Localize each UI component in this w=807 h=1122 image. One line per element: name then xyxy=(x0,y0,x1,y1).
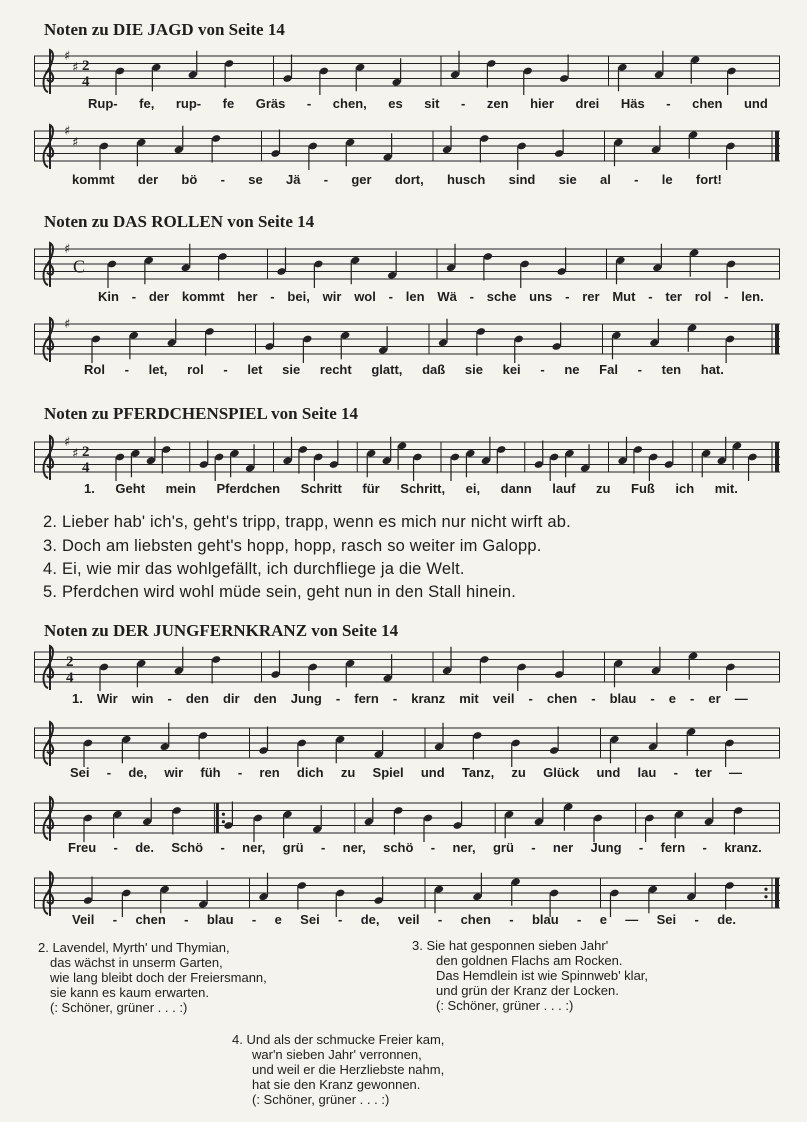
repeat-dot xyxy=(764,888,767,891)
lyric-syllable: - xyxy=(528,691,533,706)
lyric-syllable: zu xyxy=(511,765,526,780)
lyric-syllable: — xyxy=(625,912,639,927)
staff-jungfernkranz-3 xyxy=(34,799,780,835)
verse-jungfernkranz-3 xyxy=(412,938,648,1013)
lyric-syllable: let xyxy=(247,362,263,377)
treble-clef-icon xyxy=(44,722,54,766)
verse-line: wie lang bleibt doch der Freiersmann, xyxy=(50,970,267,985)
staff-svg xyxy=(34,242,780,289)
lyric-syllable: de. xyxy=(717,912,736,927)
lyric-syllable: - xyxy=(637,362,642,377)
lyric-syllable: - xyxy=(106,765,112,780)
verse-line: Das Hemdlein ist wie Spinnweb' klar, xyxy=(436,968,649,983)
sharp-icon: ♯ xyxy=(72,446,79,462)
lyric-syllable: mit. xyxy=(714,481,738,496)
lyric-syllable: dir xyxy=(222,691,240,706)
lyric-syllable: ne xyxy=(564,362,580,377)
lyric-syllable: und xyxy=(743,96,768,111)
lyrics-jungfernkranz-2 xyxy=(70,765,742,780)
lyric-syllable: den xyxy=(253,691,277,706)
lyric-syllable: blau xyxy=(609,691,637,706)
lyric-syllable: hat. xyxy=(700,362,724,377)
lyric-syllable: chen xyxy=(546,691,578,706)
lyric-syllable: ger xyxy=(351,172,372,187)
lyric-syllable: - xyxy=(167,691,172,706)
sharp-icon: ♯ xyxy=(64,124,71,139)
lyric-syllable: kommt xyxy=(181,289,225,304)
verse-line: (: Schöner, grüner . . . :) xyxy=(50,1000,188,1015)
lyric-syllable: - xyxy=(461,96,466,111)
lyric-syllable: Geht xyxy=(115,481,146,496)
lyric-syllable: - xyxy=(565,289,570,304)
verse-pferdchenspiel-3: 3. Doch am liebsten geht's hopp, hopp, rasch so weiter im Galopp. xyxy=(43,537,542,555)
lyric-syllable: husch xyxy=(447,172,486,187)
lyric-syllable: de, xyxy=(360,912,380,927)
lyric-syllable: - xyxy=(335,691,341,706)
lyric-syllable: Freu xyxy=(68,840,97,855)
sharp-icon: ♯ xyxy=(64,242,71,257)
lyric-syllable: Häs xyxy=(620,96,645,111)
lyric-syllable: Tanz, xyxy=(461,765,495,780)
lyric-syllable: Rup- xyxy=(88,96,118,111)
lyric-syllable: dann xyxy=(500,481,532,496)
lyric-syllable: - xyxy=(131,289,137,304)
verse-jungfernkranz-4 xyxy=(232,1032,444,1107)
lyric-syllable: de. xyxy=(135,840,154,855)
verse-line: 4. Und als der schmucke Freier kam, xyxy=(232,1032,445,1047)
lyric-syllable: 1. xyxy=(72,691,83,706)
lyric-syllable: wir xyxy=(322,289,342,304)
treble-clef-icon xyxy=(44,318,54,362)
lyrics-rollen-2 xyxy=(84,362,724,377)
time-signature-bottom: 4 xyxy=(82,74,90,90)
lyric-syllable: - xyxy=(577,912,582,927)
lyric-syllable: Mut xyxy=(612,289,636,304)
lyric-syllable: Gräs xyxy=(255,96,286,111)
lyric-syllable: - xyxy=(124,362,129,377)
lyric-syllable: fort! xyxy=(695,172,722,187)
treble-clef-icon xyxy=(44,646,54,690)
lyric-syllable: grü xyxy=(282,840,304,855)
lyric-syllable: ner xyxy=(552,840,574,855)
lyric-syllable: - xyxy=(184,912,189,927)
lyric-syllable: - xyxy=(220,172,225,187)
lyric-syllable: - xyxy=(650,691,655,706)
treble-clef-icon xyxy=(44,243,54,287)
lyric-syllable: - xyxy=(220,840,225,855)
lyric-syllable: - xyxy=(690,691,695,706)
lyric-syllable: Schö xyxy=(171,840,204,855)
staff-jagd-2 xyxy=(34,124,780,163)
lyrics-jungfernkranz-3 xyxy=(68,840,762,855)
lyric-syllable: ei, xyxy=(465,481,481,496)
staff-svg xyxy=(34,435,780,482)
lyric-syllable: daß xyxy=(422,362,446,377)
sharp-icon: ♯ xyxy=(64,317,71,332)
lyric-syllable: - xyxy=(388,289,393,304)
verse-line: hat sie den Kranz gewonnen. xyxy=(252,1077,421,1092)
song-title-rollen: Noten zu DAS ROLLEN von Seite 14 xyxy=(44,212,315,231)
lyric-syllable: kranz xyxy=(411,691,446,706)
lyric-syllable: - xyxy=(237,765,243,780)
sharp-icon: ♯ xyxy=(64,49,71,64)
lyric-syllable: chen xyxy=(692,96,723,111)
lyric-syllable: Glück xyxy=(543,765,580,780)
lyric-syllable: veil xyxy=(492,691,515,706)
verse-pferdchenspiel-5: 5. Pferdchen wird wohl müde sein, geht nun in den Stall hinein. xyxy=(43,583,517,601)
time-signature-top: 2 xyxy=(82,58,90,74)
time-signature-top: 2 xyxy=(82,444,90,460)
lyric-syllable: her xyxy=(237,289,258,304)
lyric-syllable: Rol xyxy=(84,362,105,377)
lyric-syllable: Pferdchen xyxy=(216,481,281,496)
lyric-syllable: Sei xyxy=(300,912,320,927)
song-title-jungfernkranz: Noten zu DER JUNGFERNKRANZ von Seite 14 xyxy=(44,621,399,640)
lyric-syllable: len. xyxy=(741,289,764,304)
lyric-syllable: sie xyxy=(464,362,483,377)
lyric-syllable: hier xyxy=(530,96,554,111)
staff-jagd-1 xyxy=(34,49,780,90)
lyric-syllable: den xyxy=(185,691,209,706)
lyric-syllable: - xyxy=(638,840,644,855)
lyric-syllable: e xyxy=(668,691,676,706)
lyric-syllable: len xyxy=(405,289,425,304)
lyric-syllable: - xyxy=(694,912,699,927)
staff-pferdchenspiel-1 xyxy=(34,435,780,476)
verse-line: (: Schöner, grüner . . . :) xyxy=(252,1092,390,1107)
lyric-syllable: - xyxy=(392,691,398,706)
staff-svg xyxy=(34,124,780,171)
lyric-syllable: - xyxy=(509,912,514,927)
lyric-syllable: Sei xyxy=(70,765,90,780)
lyric-syllable: - xyxy=(251,912,257,927)
lyric-syllable: zu xyxy=(340,765,356,780)
lyric-syllable: zen xyxy=(486,96,509,111)
repeat-dot xyxy=(222,820,225,823)
lyric-syllable: — xyxy=(734,691,748,706)
verse-line: 3. Sie hat gesponnen sieben Jahr' xyxy=(412,938,609,953)
lyric-syllable: ner, xyxy=(242,840,266,855)
lyric-syllable: kei xyxy=(502,362,521,377)
staff-rollen-2 xyxy=(34,317,780,356)
lyric-syllable: Fal xyxy=(599,362,618,377)
sharp-icon: ♯ xyxy=(64,435,71,450)
lyric-syllable: und xyxy=(596,765,621,780)
lyrics-jungfernkranz-4 xyxy=(72,912,736,927)
staff-jungfernkranz-1 xyxy=(34,648,780,684)
lyric-syllable: wir xyxy=(164,765,184,780)
lyric-syllable: - xyxy=(437,912,443,927)
lyric-syllable: bei, xyxy=(287,289,310,304)
lyric-syllable: sie xyxy=(282,362,301,377)
verse-line: 2. Lavendel, Myrth' und Thymian, xyxy=(38,940,230,955)
lyric-syllable: - xyxy=(724,289,729,304)
lyric-syllable: Wä xyxy=(437,289,457,304)
lyric-syllable: rer xyxy=(582,289,600,304)
lyric-syllable: blau xyxy=(531,912,559,927)
staff-svg xyxy=(34,724,780,768)
lyric-syllable: chen, xyxy=(332,96,367,111)
staff-svg xyxy=(34,799,780,843)
lyric-syllable: let, xyxy=(148,362,168,377)
lyric-syllable: zu xyxy=(595,481,611,496)
lyric-syllable: er xyxy=(708,691,721,706)
treble-clef-icon xyxy=(44,50,54,94)
lyric-syllable: - xyxy=(430,840,436,855)
staff-svg xyxy=(34,317,780,364)
treble-clef-icon xyxy=(44,125,54,169)
lyric-syllable: fern xyxy=(660,840,686,855)
lyric-syllable: der xyxy=(137,172,159,187)
lyric-syllable: kommt xyxy=(72,172,115,187)
lyric-syllable: - xyxy=(469,289,474,304)
repeat-dot xyxy=(764,895,767,898)
lyric-syllable: e xyxy=(599,912,607,927)
lyric-syllable: für xyxy=(362,481,380,496)
lyric-syllable: - xyxy=(306,96,312,111)
verse-pferdchenspiel-4: 4. Ei, wie mir das wohlgefällt, ich durchfliege ja die Welt. xyxy=(43,560,465,578)
lyric-syllable: Sei xyxy=(656,912,677,927)
lyric-syllable: grü xyxy=(492,840,514,855)
lyric-syllable: chen xyxy=(460,912,491,927)
lyric-syllable: - xyxy=(634,172,639,187)
lyrics-jungfernkranz-1 xyxy=(72,691,748,706)
lyric-syllable: Spiel xyxy=(372,765,404,780)
lyric-syllable: - xyxy=(702,840,707,855)
lyric-syllable: - xyxy=(320,840,326,855)
lyric-syllable: kranz. xyxy=(724,840,762,855)
time-signature-bottom: 4 xyxy=(82,460,90,476)
lyric-syllable: mit xyxy=(459,691,479,706)
lyric-syllable: mein xyxy=(165,481,196,496)
lyric-syllable: win xyxy=(131,691,154,706)
lyric-syllable: ner, xyxy=(452,840,476,855)
treble-clef-icon xyxy=(44,872,54,916)
lyric-syllable: dort, xyxy=(394,172,424,187)
lyric-syllable: dich xyxy=(296,765,324,780)
lyric-syllable: bö xyxy=(181,172,198,187)
staff-rollen-1 xyxy=(34,242,780,281)
verse-pferdchenspiel-2: 2. Lieber hab' ich's, geht's tripp, trapp, wenn es mich nur nicht wirft ab. xyxy=(43,513,571,531)
lyric-syllable: - xyxy=(338,912,343,927)
lyric-syllable: ter xyxy=(695,765,712,780)
lyric-syllable: - xyxy=(591,691,596,706)
treble-clef-icon xyxy=(44,797,54,841)
lyric-syllable: wol xyxy=(354,289,376,304)
verse-line: den goldnen Flachs am Rocken. xyxy=(436,953,623,968)
sharp-icon: ♯ xyxy=(72,60,79,76)
lyrics-jagd-2 xyxy=(72,172,722,187)
treble-clef-icon xyxy=(44,436,54,480)
lyric-syllable: sche xyxy=(486,289,517,304)
lyric-syllable: Schritt, xyxy=(400,481,446,496)
lyric-syllable: Schritt xyxy=(300,481,342,496)
lyric-syllable: Fuß xyxy=(631,481,655,496)
lyric-syllable: - xyxy=(540,362,545,377)
verse-line: und weil er die Herzliebste nahm, xyxy=(252,1062,445,1077)
time-signature-top: 2 xyxy=(66,654,74,670)
lyric-syllable: uns xyxy=(529,289,553,304)
lyric-syllable: chen xyxy=(135,912,166,927)
staff-jungfernkranz-2 xyxy=(34,724,780,760)
lyric-syllable: rup- xyxy=(175,96,202,111)
lyric-syllable: sit xyxy=(424,96,440,111)
lyrics-rollen-1 xyxy=(98,289,764,304)
lyric-syllable: füh xyxy=(200,765,221,780)
lyrics-jagd-1 xyxy=(88,96,768,111)
lyric-syllable: fern xyxy=(354,691,379,706)
verse-line: sie kann es kaum erwarten. xyxy=(50,985,209,1000)
lyric-syllable: der xyxy=(148,289,170,304)
lyric-syllable: - xyxy=(112,912,118,927)
lyric-syllable: - xyxy=(666,96,671,111)
sharp-icon: ♯ xyxy=(72,135,79,151)
song-title-jagd: Noten zu DIE JAGD von Seite 14 xyxy=(44,20,285,39)
verse-line: war'n sieben Jahr' verronnen, xyxy=(252,1047,422,1062)
lyric-syllable: schö xyxy=(383,840,414,855)
lyric-syllable: - xyxy=(648,289,653,304)
lyrics-pferdchenspiel-1 xyxy=(84,481,738,496)
verse-line: und grün der Kranz der Locken. xyxy=(436,983,619,998)
lyric-syllable: lau xyxy=(637,765,657,780)
staff-svg xyxy=(34,49,780,96)
song-title-pferdchenspiel: Noten zu PFERDCHENSPIEL von Seite 14 xyxy=(44,404,359,423)
verse-line: (: Schöner, grüner . . . :) xyxy=(436,998,574,1013)
lyric-syllable: es xyxy=(388,96,403,111)
lyric-syllable: — xyxy=(729,765,742,780)
lyric-syllable: sind xyxy=(508,172,536,187)
lyric-syllable: - xyxy=(113,840,118,855)
lyric-syllable: 1. xyxy=(84,481,95,496)
lyric-syllable: ner, xyxy=(342,840,366,855)
lyric-syllable: Veil xyxy=(72,912,95,927)
lyric-syllable: - xyxy=(531,840,536,855)
staff-svg xyxy=(34,648,780,692)
lyric-syllable: ren xyxy=(259,765,280,780)
time-signature: C xyxy=(73,256,86,277)
lyric-syllable: ich xyxy=(675,481,695,496)
lyric-syllable: se xyxy=(248,172,263,187)
lyric-syllable: recht xyxy=(319,362,352,377)
repeat-dot xyxy=(222,813,225,816)
lyric-syllable: drei xyxy=(575,96,600,111)
lyric-syllable: ten xyxy=(661,362,682,377)
verse-line: das wächst in unserm Garten, xyxy=(50,955,223,970)
lyric-syllable: glatt, xyxy=(371,362,403,377)
lyric-syllable: - xyxy=(323,172,329,187)
lyric-syllable: und xyxy=(420,765,445,780)
lyric-syllable: e xyxy=(274,912,282,927)
staff-jungfernkranz-4 xyxy=(34,874,780,910)
lyric-syllable: Jung xyxy=(590,840,622,855)
lyric-syllable: rol xyxy=(694,289,712,304)
verse-jungfernkranz-2 xyxy=(38,940,267,1015)
lyric-syllable: fe, xyxy=(139,96,155,111)
lyric-syllable: - xyxy=(223,362,228,377)
lyric-syllable: rol xyxy=(187,362,204,377)
lyric-syllable: fe xyxy=(222,96,235,111)
lyric-syllable: al xyxy=(599,172,611,187)
lyric-syllable: Jung xyxy=(290,691,322,706)
lyric-syllable: ter xyxy=(665,289,682,304)
lyric-syllable: - xyxy=(673,765,678,780)
lyric-syllable: - xyxy=(270,289,275,304)
lyric-syllable: le xyxy=(661,172,673,187)
lyric-syllable: veil xyxy=(397,912,420,927)
lyric-syllable: blau xyxy=(206,912,234,927)
time-signature-bottom: 4 xyxy=(66,670,74,686)
lyric-syllable: de, xyxy=(128,765,148,780)
lyric-syllable: Kin xyxy=(98,289,119,304)
lyric-syllable: Wir xyxy=(96,691,118,706)
lyric-syllable: lauf xyxy=(552,481,576,496)
lyric-syllable: Jä xyxy=(285,172,301,187)
lyric-syllable: sie xyxy=(558,172,577,187)
